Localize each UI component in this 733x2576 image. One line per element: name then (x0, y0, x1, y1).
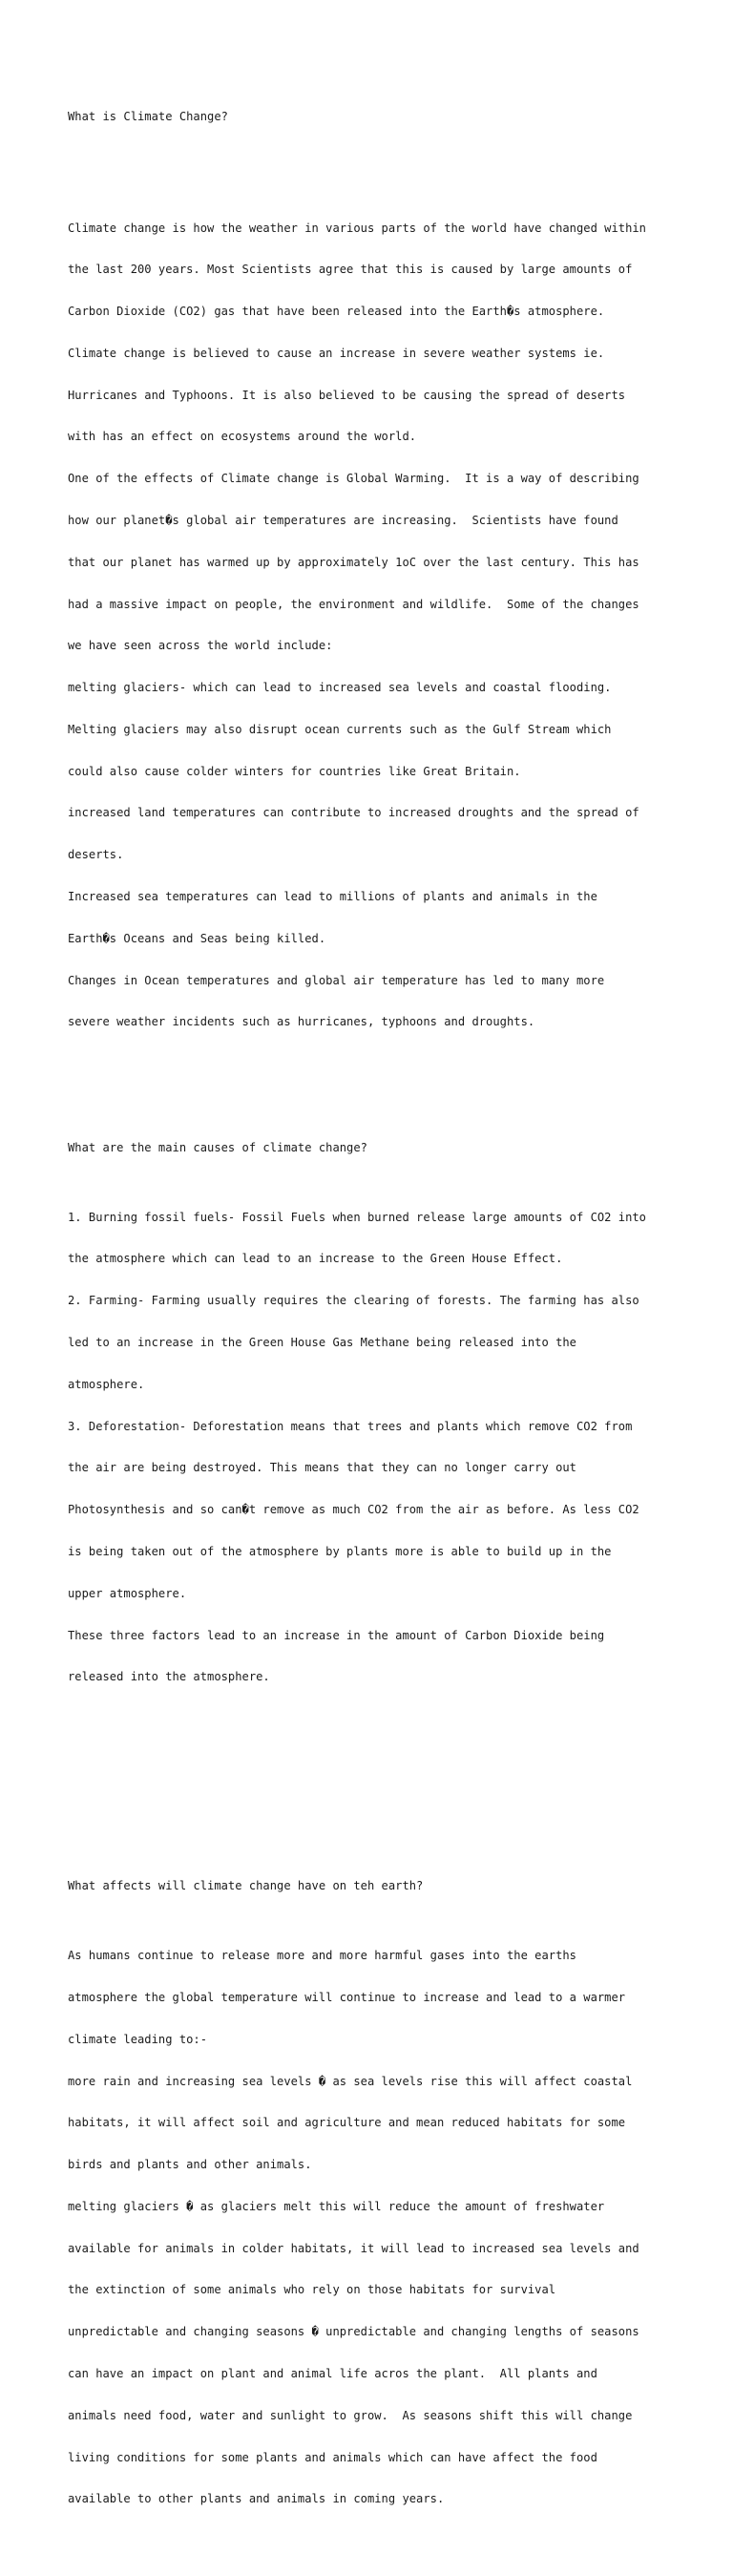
text-line: Climate change is how the weather in various parts of the world have changed within (68, 221, 646, 235)
text-line: Increased sea temperatures can lead to millions of plants and animals in the (68, 890, 597, 904)
text-line: the last 200 years. Most Scientists agree that this is caused by large amounts of (68, 263, 633, 277)
text-line: we have seen across the world include: (68, 639, 333, 653)
text-line: birds and plants and other animals. (68, 2158, 312, 2172)
text-line: the air are being destroyed. This means that they can no longer carry out (68, 1461, 576, 1475)
text-line: upper atmosphere. (68, 1586, 187, 1600)
text-line: As humans continue to release more and more harmful gases into the earths (68, 1949, 576, 1963)
text-line: the atmosphere which can lead to an increase to the Green House Effect. (68, 1252, 563, 1266)
text-line: 3. Deforestation- Deforestation means that trees and plants which remove CO2 from (68, 1419, 633, 1433)
text-line: more rain and increasing sea levels � as sea levels rise this will affect coastal (68, 2074, 633, 2088)
text-line: Carbon Dioxide (CO2) gas that have been released into the Earth�s atmosphere. (68, 305, 605, 319)
text-line: released into the atmosphere. (68, 1670, 270, 1684)
text-line: available for animals in colder habitats, it will lead to increased sea levels and (68, 2241, 639, 2255)
document-body (68, 68, 698, 2576)
text-line: atmosphere the global temperature will continue to increase and lead to a warmer (68, 1990, 626, 2004)
text-line: with has an effect on ecosystems around the world. (68, 430, 417, 444)
text-line: One of the effects of Climate change is Global Warming. It is a way of describing (68, 472, 639, 486)
text-line: had a massive impact on people, the environment and wildlife. Some of the changes (68, 597, 639, 611)
text-line: These three factors lead to an increase in the amount of Carbon Dioxide being (68, 1628, 605, 1642)
text-line: melting glaciers- which can lead to increased sea levels and coastal flooding. (68, 681, 612, 695)
text-line: increased land temperatures can contribute to increased droughts and the spread of (68, 806, 639, 820)
text-line: Hurricanes and Typhoons. It is also believed to be causing the spread of deserts (68, 388, 626, 402)
text-line: how our planet�s global air temperatures are increasing. Scientists have found (68, 514, 618, 527)
section-heading-climate-effects: What affects will climate change have on teh earth? (68, 1879, 424, 1893)
text-line: is being taken out of the atmosphere by plants more is able to build up in the (68, 1544, 612, 1558)
text-line: atmosphere. (68, 1377, 145, 1391)
text-line: deserts. (68, 848, 124, 862)
text-line: climate leading to:- (68, 2032, 208, 2046)
text-line: Changes in Ocean temperatures and global air temperature has led to many more (68, 973, 605, 987)
text-line: the extinction of some animals who rely on those habitats for survival (68, 2283, 556, 2297)
text-line: can have an impact on plant and animal life acros the plant. All plants and (68, 2366, 597, 2380)
text-line: 2. Farming- Farming usually requires the clearing of forests. The farming has also (68, 1294, 639, 1308)
text-line: habitats, it will affect soil and agriculture and mean reduced habitats for some (68, 2116, 626, 2130)
text-line: severe weather incidents such as hurricanes, typhoons and droughts. (68, 1015, 535, 1029)
text-line: unpredictable and changing seasons � unpredictable and changing lengths of seasons (68, 2325, 639, 2339)
text-line: Earth�s Oceans and Seas being killed. (68, 931, 326, 945)
blank-line (68, 1782, 698, 1796)
blank-line (68, 1740, 698, 1754)
text-line: Photosynthesis and so can�t remove as much CO2 from the air as before. As less CO2 (68, 1503, 639, 1517)
blank-line (68, 1085, 698, 1099)
text-line: 1. Burning fossil fuels- Fossil Fuels when burned release large amounts of CO2 into (68, 1210, 646, 1224)
text-line: that our planet has warmed up by approximately 1oC over the last century. This has (68, 555, 639, 569)
section-heading-main-causes: What are the main causes of climate change? (68, 1140, 367, 1154)
text-line: available to other plants and animals in coming years. (68, 2492, 445, 2506)
section-what-is-climate-change (68, 193, 698, 1057)
text-line: led to an increase in the Green House Gas Methane being released into the (68, 1336, 576, 1350)
text-line: Climate change is believed to cause an increase in severe weather systems ie. (68, 346, 605, 360)
text-line: melting glaciers � as glaciers melt this will reduce the amount of freshwater (68, 2199, 605, 2213)
section-climate-effects (68, 1921, 698, 2534)
text-line: could also cause colder winters for countries like Great Britain. (68, 764, 521, 778)
section-heading-what-is-climate-change: What is Climate Change? (68, 109, 228, 123)
text-line: living conditions for some plants and animals which can have affect the food (68, 2450, 597, 2464)
blank-line (68, 1824, 698, 1838)
section-main-causes (68, 1183, 698, 1713)
text-line: animals need food, water and sunlight to grow. As seasons shift this will change (68, 2408, 633, 2422)
text-line: Melting glaciers may also disrupt ocean currents such as the Gulf Stream which (68, 722, 612, 736)
blank-line (68, 152, 698, 166)
